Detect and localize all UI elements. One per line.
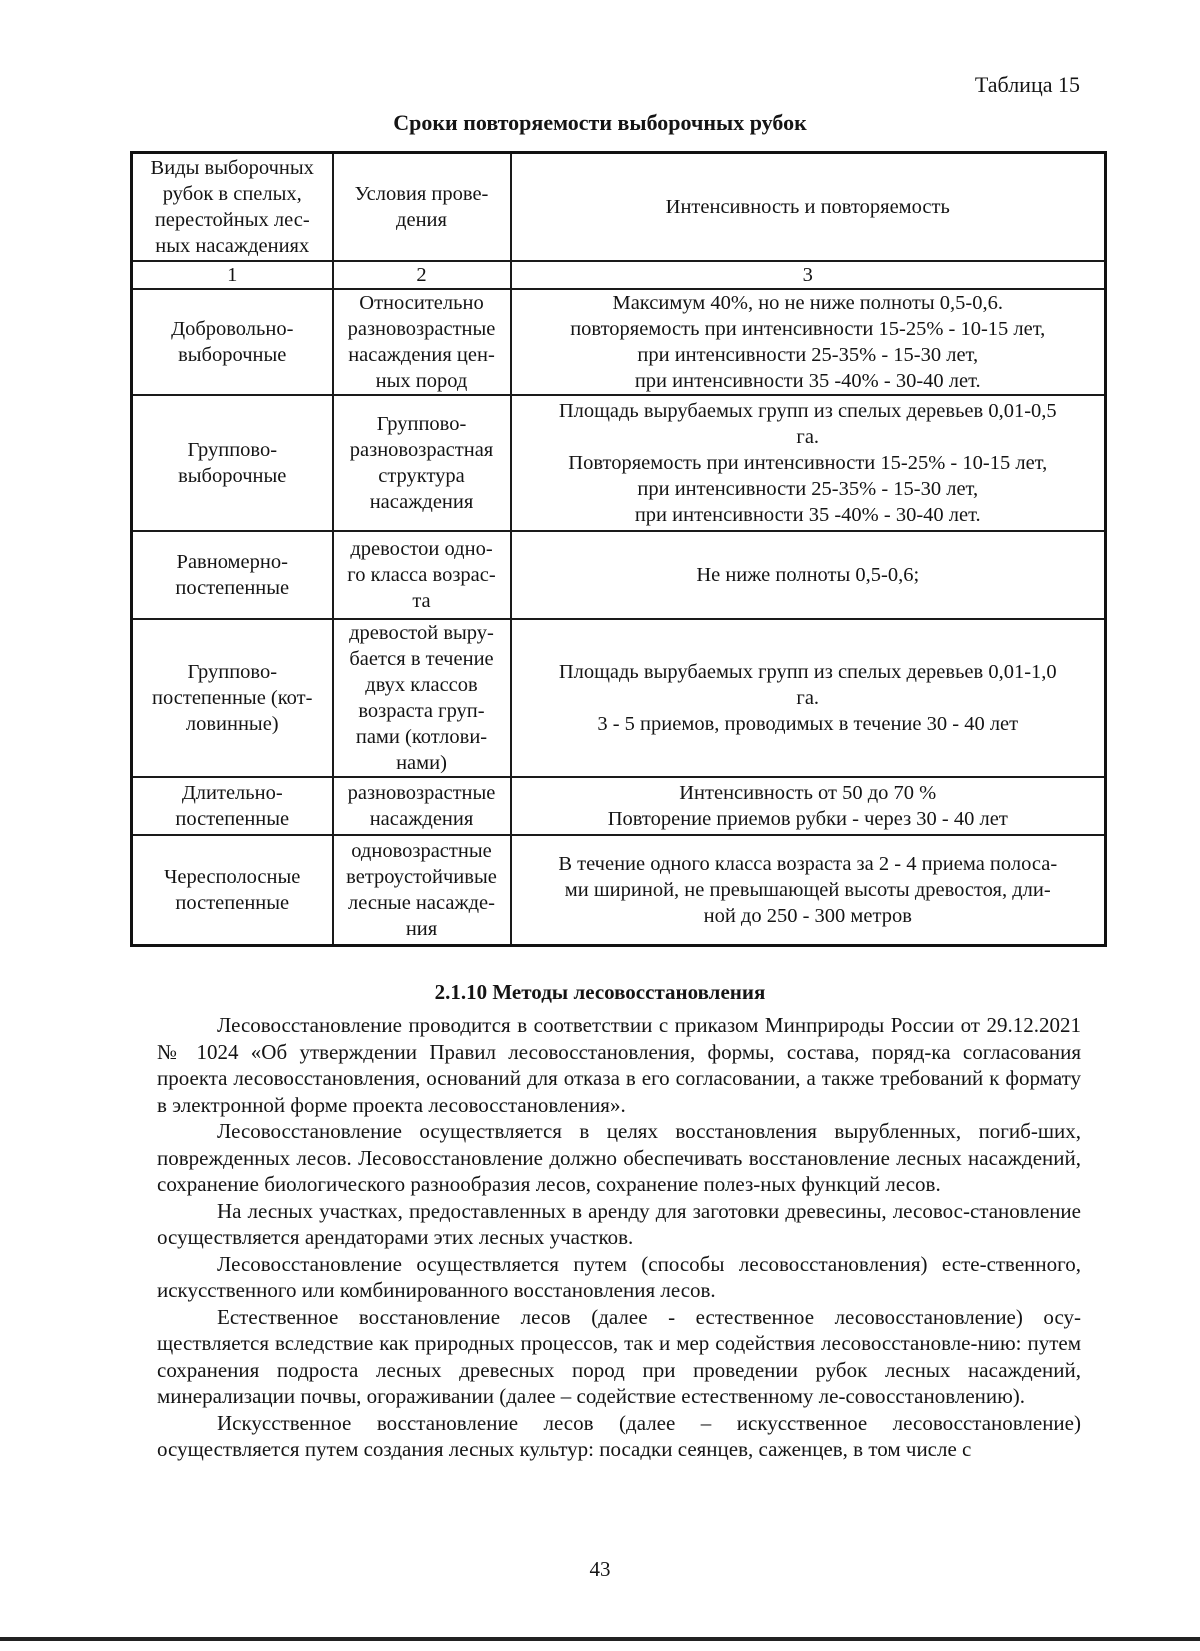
table-row bbox=[132, 289, 1106, 395]
cell-conditions: древостои одно- го класса возрас- та bbox=[333, 531, 511, 619]
table-title: Сроки повторяемости выборочных рубок bbox=[393, 110, 807, 135]
column-number: 3 bbox=[511, 261, 1106, 289]
table-row bbox=[132, 619, 1106, 777]
table-label: Таблица 15 bbox=[974, 72, 1080, 97]
paragraph: Естественное восстановление лесов (далее - естественное лесовосстановление) осу-ществляется вследствие как природных процессов, так и мер содействия лесовосстановле-нию: путем сохранения подроста лесных древесных пород при проведении рубок лесных насаждений, минерализации почвы, огораживании (далее – содействие естественному ле-совосстановлению). bbox=[157, 1304, 1081, 1408]
table-row bbox=[132, 835, 1106, 946]
cell-type: Добровольно- выборочные bbox=[132, 289, 333, 395]
table-row bbox=[132, 777, 1106, 835]
section-heading: 2.1.10 Методы лесовосстановления bbox=[434, 980, 766, 1004]
bottom-rule bbox=[0, 1637, 1200, 1641]
cell-intensity: Интенсивность от 50 до 70 % Повторение приемов рубки - через 30 - 40 лет bbox=[511, 777, 1106, 835]
cell-type: Равномерно- постепенные bbox=[132, 531, 333, 619]
cell-intensity: Площадь вырубаемых групп из спелых деревьев 0,01-1,0 га. 3 - 5 приемов, проводимых в течение 30 - 40 лет bbox=[511, 619, 1106, 777]
header-cell-conditions: Условия прове- дения bbox=[333, 153, 511, 262]
table-header-row bbox=[132, 153, 1106, 262]
cell-conditions: одновозрастные ветроустойчивые лесные насажде- ния bbox=[333, 835, 511, 946]
paragraph: Искусственное восстановление лесов (далее – искусственное лесовосстановление) осуществляется путем создания лесных культур: посадки сеянцев, саженцев, в том числе с bbox=[157, 1410, 1081, 1461]
cell-intensity: Максимум 40%, но не ниже полноты 0,5-0,6. повторяемость при интенсивности 15-25% - 10-15 лет, при интенсивности 25-35% - 15-30 лет, при интенсивности 35 -40% - 30-40 лет. bbox=[511, 289, 1106, 395]
cell-type: Чересполосные постепенные bbox=[132, 835, 333, 946]
cell-type: Группово- постепенные (кот- ловинные) bbox=[132, 619, 333, 777]
cell-conditions: Группово- разновозрастная структура насаждения bbox=[333, 395, 511, 531]
table-row bbox=[132, 395, 1106, 531]
header-cell-intensity: Интенсивность и повторяемость bbox=[511, 153, 1106, 262]
paragraph: На лесных участках, предоставленных в аренду для заготовки древесины, лесовос-становление осуществляется арендаторами этих лесных участков. bbox=[157, 1198, 1081, 1249]
cell-conditions: древостой выру- бается в течение двух классов возраста груп- пами (котлови- нами) bbox=[333, 619, 511, 777]
page-number: 43 bbox=[589, 1557, 611, 1581]
cell-type: Группово- выборочные bbox=[132, 395, 333, 531]
paragraph: Лесовосстановление осуществляется путем (способы лесовосстановления) есте-ственного, искусственного или комбинированного восстановления лесов. bbox=[157, 1251, 1081, 1302]
table-row bbox=[132, 531, 1106, 619]
column-number: 1 bbox=[132, 261, 333, 289]
column-number-row bbox=[132, 261, 1106, 289]
cell-conditions: разновозрастные насаждения bbox=[333, 777, 511, 835]
cell-intensity: Площадь вырубаемых групп из спелых деревьев 0,01-0,5 га. Повторяемость при интенсивности 15-25% - 10-15 лет, при интенсивности 25-35% - 15-30 лет, при интенсивности 35 -40% - 30-40 лет. bbox=[511, 395, 1106, 531]
felling-table bbox=[130, 151, 1107, 947]
body-text bbox=[157, 1012, 1081, 1463]
cell-intensity: Не ниже полноты 0,5-0,6; bbox=[511, 531, 1106, 619]
column-number: 2 bbox=[333, 261, 511, 289]
paragraph: Лесовосстановление проводится в соответствии с приказом Минприроды России от 29.12.2021 № 1024 «Об утверждении Правил лесовосстановления, формы, состава, поряд-ка согласования проекта лесовосстановления, оснований для отказа в его согласовании, а также требований к формату в электронной форме проекта лесовосстановления». bbox=[157, 1013, 1081, 1117]
cell-intensity: В течение одного класса возраста за 2 - 4 приема полоса- ми шириной, не превышающей высоты древостоя, дли- ной до 250 - 300 метров bbox=[511, 835, 1106, 946]
cell-type: Длительно- постепенные bbox=[132, 777, 333, 835]
paragraph: Лесовосстановление осуществляется в целях восстановления вырубленных, погиб-ших, поврежденных лесов. Лесовосстановление должно обеспечивать восстановление лесных насаждений, сохранение биологического разнообразия лесов, сохранение полез-ных функций лесов. bbox=[157, 1119, 1081, 1196]
cell-conditions: Относительно разновозрастные насаждения цен- ных пород bbox=[333, 289, 511, 395]
header-cell-type: Виды выборочных рубок в спелых, перестойных лес- ных насаждениях bbox=[132, 153, 333, 262]
